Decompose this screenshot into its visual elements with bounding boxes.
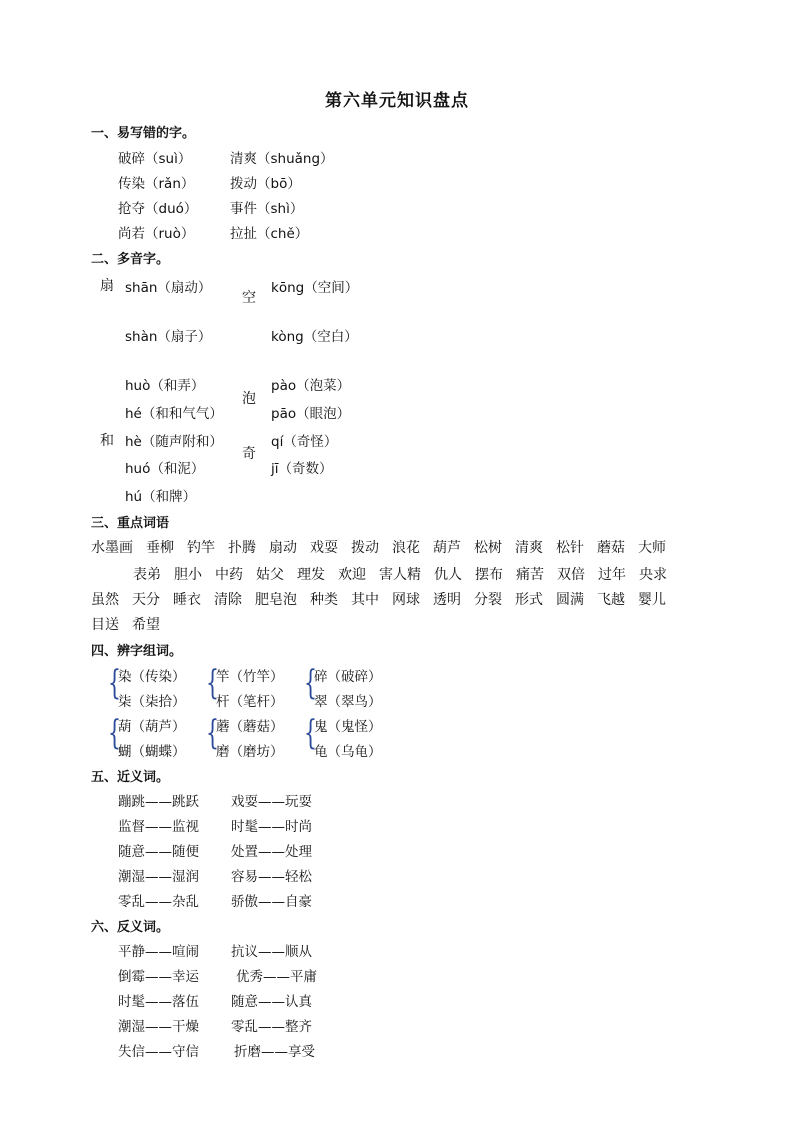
brace-icon: { <box>304 663 317 703</box>
vocab-word: 胆小 <box>174 567 202 583</box>
s1-item: 拉扯（chě） <box>230 226 309 242</box>
char-pair-item: 碎（破碎） <box>314 669 382 685</box>
char-pair-item: 鬼（鬼怪） <box>314 719 382 735</box>
vocab-word: 网球 <box>392 592 420 608</box>
vocab-word: 欢迎 <box>338 567 366 583</box>
vocab-word: 扑腾 <box>228 540 256 556</box>
polyphone-char-kong: 空 <box>242 290 256 306</box>
antonym-pair: 失信——守信 <box>118 1044 199 1060</box>
section-heading-2: 二、多音字。 <box>91 252 170 267</box>
s1-item: 事件（shì） <box>230 201 304 217</box>
vocab-word: 希望 <box>132 617 160 633</box>
synonym-pair: 处置——处理 <box>231 844 312 860</box>
vocab-word: 央求 <box>639 567 667 583</box>
synonym-pair: 蹦跳——跳跃 <box>118 794 199 810</box>
vocab-word: 飞越 <box>597 592 625 608</box>
char-pair-item: 葫（葫芦） <box>118 719 186 735</box>
antonym-pair: 随意——认真 <box>231 994 312 1010</box>
vocab-word: 垂柳 <box>146 540 174 556</box>
vocab-word: 目送 <box>91 617 119 633</box>
polyphone-reading: shàn（扇子） <box>125 329 212 345</box>
vocab-word: 拨动 <box>351 540 379 556</box>
vocab-word: 痛苦 <box>516 567 544 583</box>
synonym-pair: 骄傲——自豪 <box>231 894 312 910</box>
synonym-pair: 监督——监视 <box>118 819 199 835</box>
vocab-word: 扇动 <box>269 540 297 556</box>
s1-item: 抢夺（duó） <box>118 201 198 217</box>
section-heading-1: 一、易写错的字。 <box>91 126 196 141</box>
s1-item: 破碎（suì） <box>118 151 192 167</box>
vocab-word: 葫芦 <box>433 540 461 556</box>
char-pair-item: 磨（磨坊） <box>216 744 284 760</box>
vocab-word: 松树 <box>474 540 502 556</box>
polyphone-reading: shān（扇动） <box>125 280 212 296</box>
vocab-word: 蘑菇 <box>597 540 625 556</box>
char-pair-item: 龟（乌龟） <box>314 744 382 760</box>
brace-icon: { <box>108 713 121 753</box>
s1-item: 清爽（shuǎng） <box>230 151 334 167</box>
section-heading-6: 六、反义词。 <box>91 920 170 935</box>
polyphone-reading: kōng（空间） <box>271 280 359 296</box>
polyphone-char-qi: 奇 <box>242 446 256 462</box>
vocab-word: 戏耍 <box>310 540 338 556</box>
polyphone-reading: hè（随声附和） <box>125 434 223 450</box>
char-pair-item: 翠（翠鸟） <box>314 694 382 710</box>
vocab-word: 清除 <box>214 592 242 608</box>
vocab-word: 理发 <box>297 567 325 583</box>
synonym-pair: 戏耍——玩耍 <box>231 794 312 810</box>
section-heading-3: 三、重点词语 <box>91 516 170 531</box>
brace-icon: { <box>108 663 121 703</box>
polyphone-reading: jī（奇数） <box>271 461 333 477</box>
s1-item: 拨动（bō） <box>230 176 301 192</box>
s1-item: 传染（rǎn） <box>118 176 195 192</box>
s1-item: 尚若（ruò） <box>118 226 195 242</box>
vocab-line-1 <box>91 537 679 557</box>
synonym-pair: 随意——随便 <box>118 844 199 860</box>
page-title: 第六单元知识盘点 <box>325 91 469 111</box>
vocab-word: 过年 <box>598 567 626 583</box>
vocab-word: 透明 <box>433 592 461 608</box>
vocab-word: 表弟 <box>133 567 161 583</box>
vocab-word: 其中 <box>351 592 379 608</box>
vocab-word: 形式 <box>515 592 543 608</box>
polyphone-reading: pào（泡菜） <box>271 378 351 394</box>
vocab-word: 姑父 <box>256 567 284 583</box>
vocab-word: 钓竿 <box>187 540 215 556</box>
vocab-word: 中药 <box>215 567 243 583</box>
polyphone-reading: kòng（空白） <box>271 329 358 345</box>
polyphone-reading: qí（奇怪） <box>271 434 338 450</box>
vocab-word: 清爽 <box>515 540 543 556</box>
char-pair-item: 柒（柒拾） <box>118 694 186 710</box>
brace-icon: { <box>304 713 317 753</box>
vocab-word: 婴儿 <box>638 592 666 608</box>
vocab-word: 摆布 <box>475 567 503 583</box>
section-heading-5: 五、近义词。 <box>91 770 170 785</box>
vocab-word: 天分 <box>132 592 160 608</box>
polyphone-char-he: 和 <box>100 433 114 449</box>
polyphone-char-pao: 泡 <box>242 391 256 407</box>
synonym-pair: 时髦——时尚 <box>231 819 312 835</box>
antonym-pair: 潮湿——干燥 <box>118 1019 199 1035</box>
antonym-pair: 倒霉——幸运 <box>118 969 199 985</box>
vocab-word: 浪花 <box>392 540 420 556</box>
antonym-pair: 平静——喧闹 <box>118 944 199 960</box>
section-heading-4: 四、辨字组词。 <box>91 644 183 659</box>
vocab-word: 种类 <box>310 592 338 608</box>
polyphone-reading: huó（和泥） <box>125 461 205 477</box>
vocab-word: 仇人 <box>434 567 462 583</box>
char-pair-item: 蘑（蘑菇） <box>216 719 284 735</box>
vocab-word: 睡衣 <box>173 592 201 608</box>
polyphone-char-shan: 扇 <box>100 278 114 294</box>
vocab-word: 松针 <box>556 540 584 556</box>
vocab-word: 害人精 <box>379 567 421 583</box>
brace-icon: { <box>206 713 219 753</box>
antonym-pair: 零乱——整齐 <box>231 1019 312 1035</box>
brace-icon: { <box>206 663 219 703</box>
antonym-pair: 优秀——平庸 <box>236 969 317 985</box>
synonym-pair: 潮湿——湿润 <box>118 869 199 885</box>
vocab-line-3 <box>91 589 679 609</box>
antonym-pair: 时髦——落伍 <box>118 994 199 1010</box>
char-pair-item: 竿（竹竿） <box>216 669 284 685</box>
vocab-word: 肥皂泡 <box>255 592 297 608</box>
polyphone-reading: huò（和弄） <box>125 378 205 394</box>
antonym-pair: 抗议——顺从 <box>231 944 312 960</box>
vocab-line-2 <box>133 564 680 584</box>
vocab-word: 水墨画 <box>91 540 133 556</box>
vocab-word: 大师 <box>638 540 666 556</box>
vocab-line-4 <box>91 614 173 634</box>
vocab-word: 双倍 <box>557 567 585 583</box>
synonym-pair: 容易——轻松 <box>231 869 312 885</box>
antonym-pair: 折磨——享受 <box>234 1044 315 1060</box>
polyphone-reading: hú（和牌） <box>125 489 197 505</box>
char-pair-item: 染（传染） <box>118 669 186 685</box>
vocab-word: 分裂 <box>474 592 502 608</box>
polyphone-reading: hé（和和气气） <box>125 406 223 422</box>
polyphone-reading: pāo（眼泡） <box>271 406 351 422</box>
synonym-pair: 零乱——杂乱 <box>118 894 199 910</box>
char-pair-item: 蝴（蝴蝶） <box>118 744 186 760</box>
vocab-word: 虽然 <box>91 592 119 608</box>
char-pair-item: 杆（笔杆） <box>216 694 284 710</box>
vocab-word: 圆满 <box>556 592 584 608</box>
